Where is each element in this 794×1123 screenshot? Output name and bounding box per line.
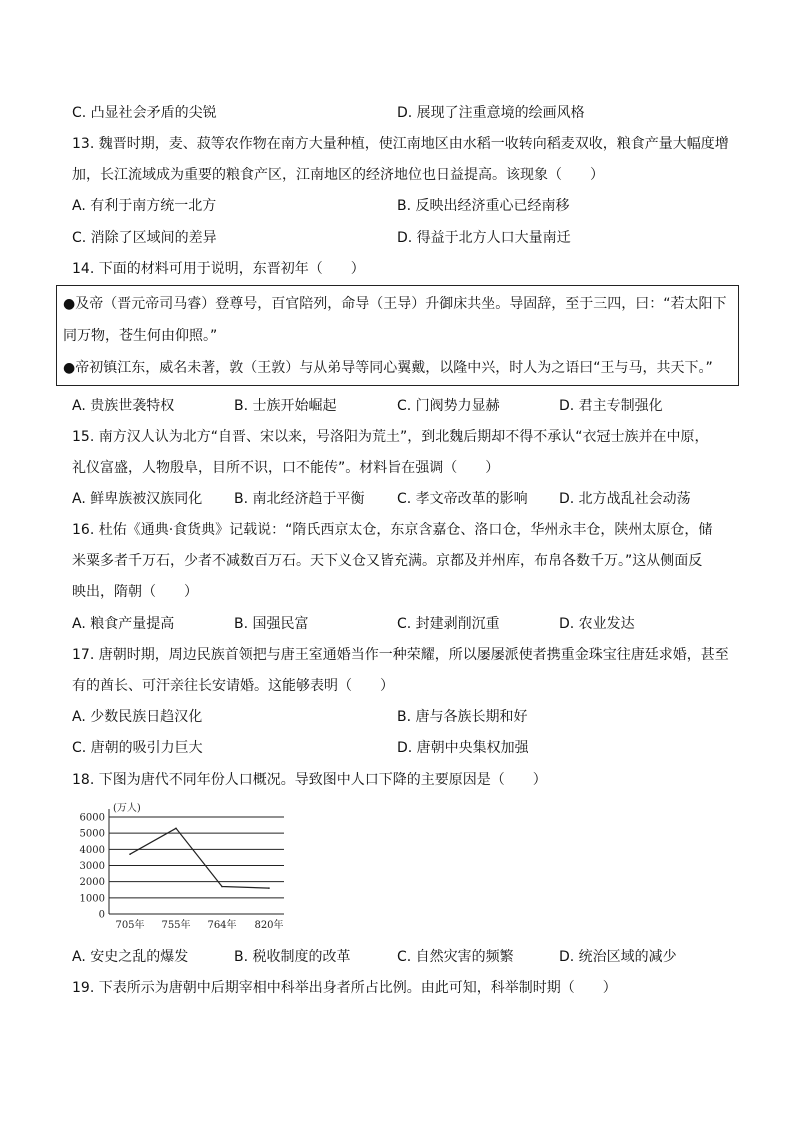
q13-option-a: A. 有利于南方统一北方 (72, 198, 217, 214)
q13-stem-line2: 加，长江流域成为重要的粮食产区，江南地区的经济地位也日益提高。该现象（ ） (72, 167, 604, 183)
y-axis-label: (万人) (113, 803, 141, 814)
x-tick-label: 755年 (161, 920, 191, 931)
q18-option-b: B. 税收制度的改革 (234, 949, 351, 965)
q17-option-a: A. 少数民族日趋汉化 (72, 709, 203, 725)
q18-stem: 18. 下图为唐代不同年份人口概况。导致图中人口下降的主要原因是（ ） (72, 772, 547, 788)
q17-stem-line1: 17. 唐朝时期，周边民族首领把与唐王室通婚当作一种荣耀，所以屡屡派使者携重金珠宝往唐廷求婚，甚至 (72, 647, 729, 663)
y-tick-label: 1000 (79, 893, 105, 905)
q15-option-a: A. 鲜卑族被汉族同化 (72, 491, 203, 507)
data-point (129, 853, 131, 855)
x-tick-label: 820年 (254, 920, 284, 931)
q15-option-b: B. 南北经济趋于平衡 (234, 491, 365, 507)
q14-material-line2: 同万物，苍生何由仰照。” (63, 328, 218, 344)
q12-option-d: D. 展现了注重意境的绘画风格 (397, 105, 585, 121)
q16-option-a: A. 粮食产量提高 (72, 616, 175, 632)
q14-material-line3: ●帝初镇江东，威名未著，敦（王敦）与从弟导等同心翼戴，以隆中兴，时人为之语曰“王与马，共天下。” (63, 360, 713, 376)
q15-option-d: D. 北方战乱社会动荡 (559, 491, 691, 507)
q17-stem-line2: 有的酋长、可汗亲往长安请婚。这能够表明（ ） (72, 678, 394, 694)
q13-stem-line1: 13. 魏晋时期，麦、菽等农作物在南方大量种植，使江南地区由水稻一收转向稻麦双收，粮食产量大幅度增 (72, 136, 729, 152)
y-tick-label: 3000 (79, 861, 105, 872)
q14-option-d: D. 君主专制强化 (559, 398, 663, 414)
data-point (175, 828, 177, 830)
q18-option-c: C. 自然灾害的频繁 (397, 949, 514, 965)
q14-material-box (56, 285, 739, 386)
q16-stem-line3: 映出，隋朝（ ） (72, 584, 198, 600)
q13-option-d: D. 得益于北方人口大量南迁 (397, 230, 571, 246)
q16-option-d: D. 农业发达 (559, 616, 635, 632)
data-point (268, 887, 270, 889)
y-tick-label: 6000 (79, 812, 105, 824)
y-tick-label: 2000 (79, 877, 105, 889)
q16-option-b: B. 国强民富 (234, 616, 309, 632)
y-tick-label: 5000 (79, 828, 105, 840)
q16-stem-line2: 米粟多者千万石，少者不减数百万石。天下义仓又皆充满。京都及并州库，布帛各数千万。”这从侧面反 (72, 553, 703, 569)
data-point (221, 886, 223, 888)
y-tick-label: 0 (98, 909, 105, 921)
q14-stem: 14. 下面的材料可用于说明，东晋初年（ ） (72, 261, 365, 277)
x-tick-label: 705年 (115, 920, 145, 931)
q17-option-c: C. 唐朝的吸引力巨大 (72, 740, 203, 756)
q18-option-d: D. 统治区域的减少 (559, 949, 677, 965)
series-line (130, 828, 269, 888)
q13-option-b: B. 反映出经济重心已经南移 (397, 198, 570, 214)
q17-option-b: B. 唐与各族长期和好 (397, 709, 528, 725)
q14-option-b: B. 士族开始崛起 (234, 398, 337, 414)
q19-stem: 19. 下表所示为唐朝中后期宰相中科举出身者所占比例。由此可知，科举制时期（ ） (72, 980, 617, 996)
q16-option-c: C. 封建剥削沉重 (397, 616, 500, 632)
q13-option-c: C. 消除了区域间的差异 (72, 230, 217, 246)
q16-stem-line1: 16. 杜佑《通典·食货典》记载说：“隋氏西京太仓，东京含嘉仓、洛口仓，华州永丰仓，陕州太原仓，储 (72, 522, 713, 538)
q15-option-c: C. 孝文帝改革的影响 (397, 491, 528, 507)
chart-svg (72, 800, 292, 935)
x-tick-label: 764年 (207, 920, 237, 931)
q15-stem-line2: 礼仪富盛，人物殷阜，目所不识，口不能传”。材料旨在强调（ ） (72, 460, 500, 476)
y-tick-label: 4000 (79, 844, 105, 856)
q15-stem-line1: 15. 南方汉人认为北方“自晋、宋以来，号洛阳为荒土”，到北魏后期却不得不承认“衣冠士族并在中原， (72, 429, 709, 445)
q12-option-c: C. 凸显社会矛盾的尖锐 (72, 105, 217, 121)
q14-option-a: A. 贵族世袭特权 (72, 398, 175, 414)
q14-material-line1: ●及帝（晋元帝司马睿）登尊号，百官陪列，命导（王导）升御床共坐。导固辞，至于三四，曰：“若太阳下 (63, 296, 727, 312)
q17-option-d: D. 唐朝中央集权加强 (397, 740, 529, 756)
q18-option-a: A. 安史之乱的爆发 (72, 949, 189, 965)
population-line-chart (72, 800, 292, 935)
q14-option-c: C. 门阀势力显赫 (397, 398, 500, 414)
